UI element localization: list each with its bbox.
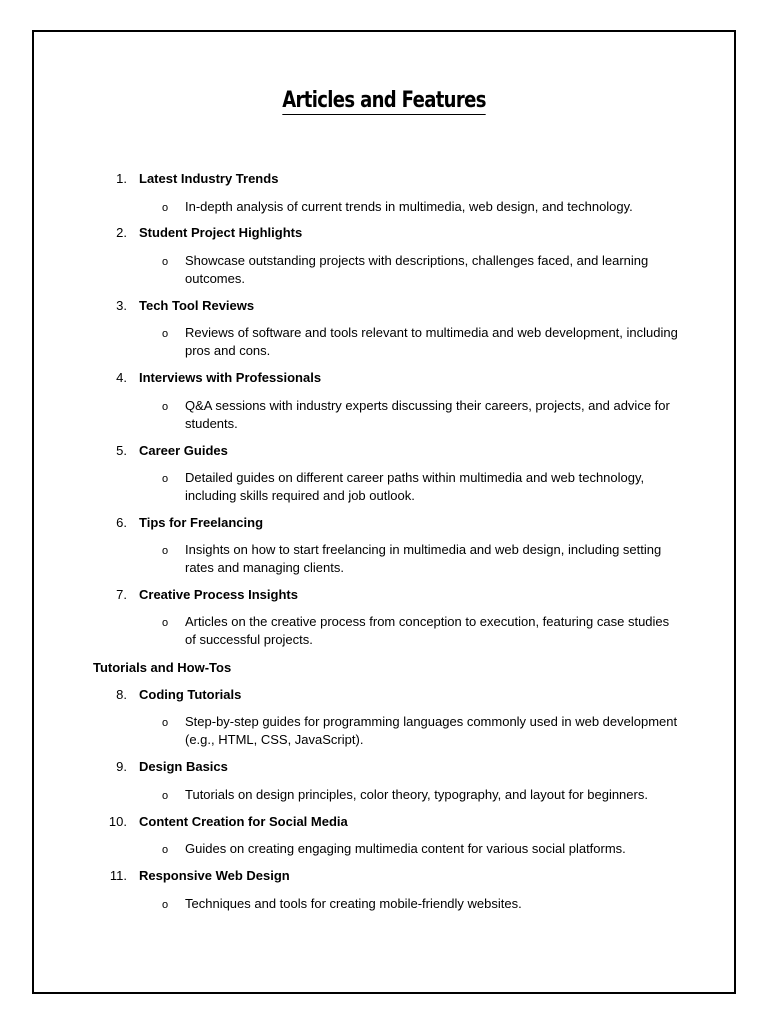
item-title: Responsive Web Design xyxy=(139,868,290,883)
item-description-text: In-depth analysis of current trends in multimedia, web design, and technology. xyxy=(185,199,633,214)
item-description-text: Q&A sessions with industry experts discussing their careers, projects, and advice for students. xyxy=(185,398,670,431)
item-description-text: Step-by-step guides for programming languages commonly used in web development (e.g., HTML, CSS, JavaScript). xyxy=(185,714,678,747)
item-title: Design Basics xyxy=(139,759,228,774)
document-title xyxy=(69,88,699,113)
document-title-text: Articles and Features xyxy=(282,88,486,113)
item-number: 1. xyxy=(116,171,127,186)
item-description-text: Showcase outstanding projects with descriptions, challenges faced, and learning outcomes. xyxy=(185,253,649,286)
item-description-text: Guides on creating engaging multimedia content for various social platforms. xyxy=(185,841,626,856)
item-description-text: Insights on how to start freelancing in multimedia and web design, including setting rates and managing clients. xyxy=(185,542,662,575)
item-description-text: Articles on the creative process from conception to execution, featuring case studies of successful projects. xyxy=(185,614,670,647)
item-number: 2. xyxy=(116,225,127,240)
item-title: Tips for Freelancing xyxy=(139,515,264,530)
item-title: Content Creation for Social Media xyxy=(139,814,348,829)
item-number: 7. xyxy=(116,587,127,602)
item-title: Student Project Highlights xyxy=(139,225,303,240)
item-number: 3. xyxy=(116,298,127,313)
item-title: Career Guides xyxy=(139,443,228,458)
item-number: 4. xyxy=(116,370,127,385)
bullet-icon: o xyxy=(162,545,169,557)
item-title: Creative Process Insights xyxy=(139,587,298,602)
item-description-text: Techniques and tools for creating mobile-friendly websites. xyxy=(185,896,522,911)
bullet-icon: o xyxy=(162,256,169,268)
item-number: 5. xyxy=(116,443,127,458)
item-title: Coding Tutorials xyxy=(139,687,242,702)
bullet-icon: o xyxy=(162,473,169,485)
bullet-icon: o xyxy=(162,328,169,340)
bullet-icon: o xyxy=(162,617,169,629)
bullet-icon: o xyxy=(162,899,169,911)
item-description-text: Reviews of software and tools relevant to multimedia and web development, including pros and cons. xyxy=(185,325,678,358)
item-number: 6. xyxy=(116,515,127,530)
item-description-text: Detailed guides on different career paths within multimedia and web technology, including skills required and job outlook. xyxy=(185,470,645,503)
bullet-icon: o xyxy=(162,717,169,729)
item-title: Tech Tool Reviews xyxy=(139,298,255,313)
section-heading: Tutorials and How-Tos xyxy=(93,660,232,675)
item-number: 8. xyxy=(116,687,127,702)
item-title: Latest Industry Trends xyxy=(139,171,279,186)
item-number: 11. xyxy=(109,868,127,883)
bullet-icon: o xyxy=(162,202,169,214)
item-description-text: Tutorials on design principles, color theory, typography, and layout for beginners. xyxy=(185,787,648,802)
bullet-icon: o xyxy=(162,401,169,413)
bullet-icon: o xyxy=(162,844,169,856)
item-number: 10. xyxy=(108,814,127,829)
item-title: Interviews with Professionals xyxy=(139,370,322,385)
item-number: 9. xyxy=(116,759,127,774)
bullet-icon: o xyxy=(162,790,169,802)
